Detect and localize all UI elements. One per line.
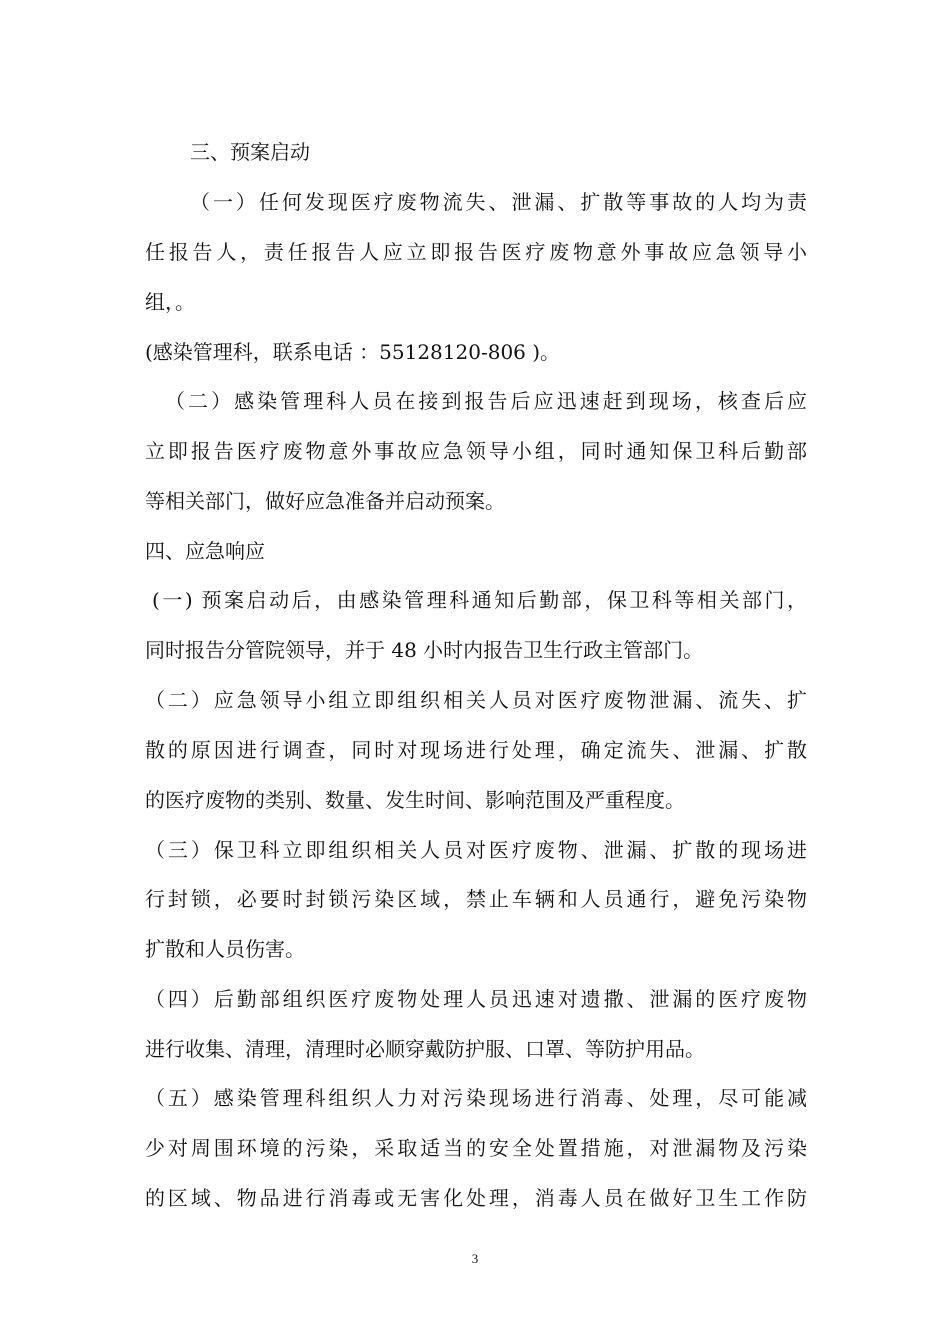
paragraph-line: 立即报告医疗废物意外事故应急领导小组，同时通知保卫科后勤部 [145, 439, 807, 463]
paragraph-line: （四）后勤部组织医疗废物处理人员迅速对遗撒、泄漏的医疗废物 [145, 987, 807, 1011]
paragraph-line: 少对周围环境的污染，采取适当的安全处置措施，对泄漏物及污染 [145, 1136, 807, 1160]
paragraph-line: （一）任何发现医疗废物流失、泄漏、扩散等事故的人均为责 [190, 190, 807, 214]
paragraph-line: 散的原因进行调查，同时对现场进行处理，确定流失、泄漏、扩散 [145, 738, 807, 762]
page-number: 3 [471, 1251, 479, 1266]
paragraph-line: 进行收集、清理，清理时必顺穿戴防护服、口罩、等防护用品。 [145, 1037, 705, 1061]
paragraph-line: 的医疗废物的类别、数量、发生时间、影响范围及严重程度。 [145, 788, 685, 812]
paragraph-line: 同时报告分管院领导，并于 48 小时内报告卫生行政主管部门。 [145, 638, 704, 662]
paragraph-line: 扩散和人员伤害。 [145, 937, 305, 961]
paragraph-line: （二）应急领导小组立即组织相关人员对医疗废物泄漏、流失、扩 [145, 688, 807, 712]
paragraph-line: （五）感染管理科组织人力对污染现场进行消毒、处理，尽可能减 [145, 1086, 807, 1110]
paragraph-line: 行封锁，必要时封锁污染区域，禁止车辆和人员通行，避免污染物 [145, 887, 807, 911]
paragraph-line: 的区域、物品进行消毒或无害化处理，消毒人员在做好卫生工作防 [145, 1186, 807, 1210]
paragraph-line: 任报告人，责任报告人应立即报告医疗废物意外事故应急领导小 [145, 240, 807, 264]
paragraph-line: （三）保卫科立即组织相关人员对医疗废物、泄漏、扩散的现场进 [145, 838, 807, 862]
contact-line: (感染管理科，联系电话 ：55128120-806 )。 [145, 340, 561, 364]
section-heading-emergency-response: 四、应急响应 [145, 539, 265, 563]
paragraph-line: 组，。 [145, 290, 195, 314]
section-heading-plan-activation: 三、预案启动 [190, 140, 310, 164]
paragraph-line: 等相关部门，做好应急准备并启动预案。 [145, 489, 505, 513]
paragraph-line: (一) 预案启动后，由感染管理科通知后勤部，保卫科等相关部门， [152, 588, 807, 612]
paragraph-line: （二）感染管理科人员在接到报告后应迅速赶到现场，核查后应 [165, 389, 807, 413]
